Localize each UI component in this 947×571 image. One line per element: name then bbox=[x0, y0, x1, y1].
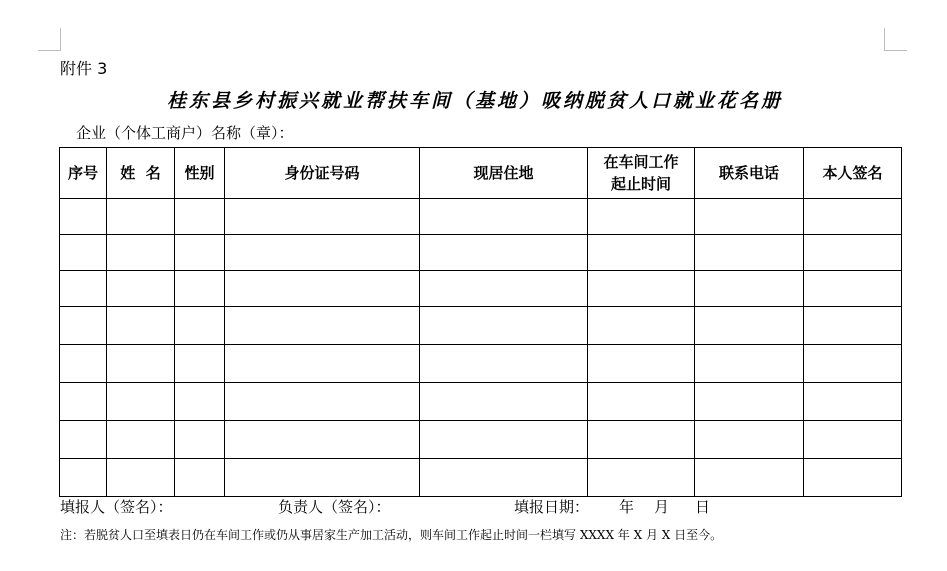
table-row bbox=[60, 345, 902, 383]
table-cell[interactable] bbox=[695, 307, 804, 345]
footnote: 注：若脱贫人口至填表日仍在车间工作或仍从事居家生产加工活动，则车间工作起止时间一栏填写 XXXX 年 X 月 X 日至今。 bbox=[60, 528, 723, 542]
table-cell[interactable] bbox=[804, 199, 902, 235]
table-cell[interactable] bbox=[420, 307, 588, 345]
header-work-period: 在车间工作 起止时间 bbox=[588, 148, 695, 199]
header-gender: 性别 bbox=[175, 148, 225, 199]
table-cell[interactable] bbox=[420, 235, 588, 271]
header-signature: 本人签名 bbox=[804, 148, 902, 199]
table-cell[interactable] bbox=[225, 235, 420, 271]
table-cell[interactable] bbox=[60, 383, 107, 421]
company-name-label: 企业（个体工商户）名称（章）： bbox=[76, 124, 294, 142]
table-cell[interactable] bbox=[60, 459, 107, 497]
fill-date-label: 填报日期： bbox=[514, 498, 590, 516]
table-row bbox=[60, 235, 902, 271]
table-cell[interactable] bbox=[175, 345, 225, 383]
table-cell[interactable] bbox=[107, 459, 175, 497]
table-cell[interactable] bbox=[420, 345, 588, 383]
table-row bbox=[60, 199, 902, 235]
table-cell[interactable] bbox=[225, 307, 420, 345]
table-cell[interactable] bbox=[588, 421, 695, 459]
table-cell[interactable] bbox=[695, 345, 804, 383]
table-cell[interactable] bbox=[175, 307, 225, 345]
employment-roster-table bbox=[59, 147, 902, 497]
table-cell[interactable] bbox=[175, 271, 225, 307]
responsible-signature-label: 负责人（签名）： bbox=[278, 498, 391, 516]
header-current-address: 现居住地 bbox=[420, 148, 588, 199]
table-cell[interactable] bbox=[588, 307, 695, 345]
header-name: 姓 名 bbox=[107, 148, 175, 199]
table-cell[interactable] bbox=[420, 459, 588, 497]
table-cell[interactable] bbox=[60, 235, 107, 271]
header-serial-number: 序号 bbox=[60, 148, 107, 199]
date-year: 年 bbox=[619, 498, 635, 516]
table-cell[interactable] bbox=[175, 199, 225, 235]
table-row bbox=[60, 421, 902, 459]
table-cell[interactable] bbox=[60, 199, 107, 235]
table-cell[interactable] bbox=[225, 459, 420, 497]
table-cell[interactable] bbox=[107, 307, 175, 345]
table-row bbox=[60, 459, 902, 497]
crop-mark-top-left bbox=[38, 28, 61, 51]
table-cell[interactable] bbox=[107, 199, 175, 235]
table-cell[interactable] bbox=[695, 235, 804, 271]
table-cell[interactable] bbox=[695, 421, 804, 459]
fill-date bbox=[514, 496, 710, 518]
header-id-number: 身份证号码 bbox=[225, 148, 420, 199]
table-cell[interactable] bbox=[588, 383, 695, 421]
filler-signature-label: 填报人（签名）： bbox=[60, 498, 173, 516]
table-cell[interactable] bbox=[804, 345, 902, 383]
table-cell[interactable] bbox=[588, 459, 695, 497]
table-cell[interactable] bbox=[695, 271, 804, 307]
table-cell[interactable] bbox=[175, 459, 225, 497]
table-cell[interactable] bbox=[225, 345, 420, 383]
table-cell[interactable] bbox=[695, 459, 804, 497]
table-cell[interactable] bbox=[588, 235, 695, 271]
table-cell[interactable] bbox=[695, 199, 804, 235]
table-cell[interactable] bbox=[107, 383, 175, 421]
table-cell[interactable] bbox=[225, 271, 420, 307]
table-cell[interactable] bbox=[175, 235, 225, 271]
table-cell[interactable] bbox=[804, 235, 902, 271]
table-cell[interactable] bbox=[107, 345, 175, 383]
header-phone: 联系电话 bbox=[695, 148, 804, 199]
attachment-label: 附件 3 bbox=[60, 59, 108, 78]
table-cell[interactable] bbox=[60, 421, 107, 459]
table-cell[interactable] bbox=[804, 421, 902, 459]
table-cell[interactable] bbox=[804, 383, 902, 421]
table-cell[interactable] bbox=[420, 421, 588, 459]
table-row bbox=[60, 307, 902, 345]
table-cell[interactable] bbox=[225, 421, 420, 459]
table-cell[interactable] bbox=[225, 383, 420, 421]
table-cell[interactable] bbox=[588, 345, 695, 383]
document-title: 桂东县乡村振兴就业帮扶车间（基地）吸纳脱贫人口就业花名册 bbox=[166, 90, 783, 112]
table-cell[interactable] bbox=[804, 459, 902, 497]
table-cell[interactable] bbox=[225, 199, 420, 235]
table-cell[interactable] bbox=[60, 271, 107, 307]
table-cell[interactable] bbox=[588, 199, 695, 235]
crop-mark-top-right bbox=[884, 28, 907, 51]
table-cell[interactable] bbox=[107, 421, 175, 459]
table-cell[interactable] bbox=[804, 307, 902, 345]
table-cell[interactable] bbox=[588, 271, 695, 307]
table-cell[interactable] bbox=[60, 307, 107, 345]
table-cell[interactable] bbox=[804, 271, 902, 307]
table-cell[interactable] bbox=[420, 383, 588, 421]
date-month: 月 bbox=[654, 498, 670, 516]
table-cell[interactable] bbox=[60, 345, 107, 383]
date-day: 日 bbox=[695, 498, 711, 516]
table-cell[interactable] bbox=[175, 383, 225, 421]
table-cell[interactable] bbox=[695, 383, 804, 421]
table-cell[interactable] bbox=[420, 271, 588, 307]
table-cell[interactable] bbox=[420, 199, 588, 235]
table-cell[interactable] bbox=[107, 271, 175, 307]
table-header-row bbox=[60, 148, 902, 199]
table-cell[interactable] bbox=[107, 235, 175, 271]
table-row bbox=[60, 271, 902, 307]
table-cell[interactable] bbox=[175, 421, 225, 459]
table-row bbox=[60, 383, 902, 421]
